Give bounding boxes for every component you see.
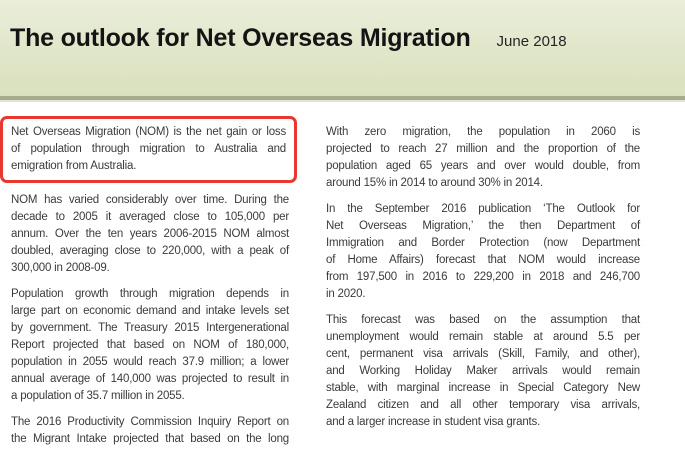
document-body bbox=[0, 102, 685, 457]
text-line: doubled, averaging close to 220,000, with a peak of bbox=[11, 245, 289, 257]
text-line: population in 2055 would reach 37.9 million; a lower bbox=[11, 356, 289, 368]
document-title: The outlook for Net Overseas Migration bbox=[10, 24, 471, 52]
text-line: decade to 2005 it averaged close to 105,000 per bbox=[11, 211, 289, 223]
text-line: With zero migration, the population in 2060 is bbox=[326, 126, 640, 138]
paragraph bbox=[11, 414, 289, 448]
text-line: Immigration and Border Protection (now Department bbox=[326, 237, 640, 249]
text-line: of population through migration to Australia and bbox=[11, 143, 286, 155]
text-line: Report projected that based on NOM of 180,000, bbox=[11, 339, 289, 351]
text-line: from 197,500 in 2016 to 229,200 in 2018 and 246,700 bbox=[326, 271, 640, 283]
text-line: unemployment would remain stable at around 5.5 per bbox=[326, 331, 640, 343]
text-line: emigration from Australia. bbox=[11, 160, 137, 172]
text-line: stable, with marginal increase in Special Category New bbox=[326, 382, 640, 394]
document-header bbox=[0, 0, 685, 96]
paragraph bbox=[326, 201, 640, 303]
text-line: NOM has varied considerably over time. During the bbox=[11, 194, 289, 206]
text-line: Net Overseas Migration,’ the then Department of bbox=[326, 220, 640, 232]
text-line: by government. The Treasury 2015 Intergenerational bbox=[11, 322, 289, 334]
text-line: and Working Holiday Maker arrivals would remain bbox=[326, 365, 640, 377]
right-column bbox=[326, 116, 640, 457]
document-date: June 2018 bbox=[496, 33, 567, 50]
text-line: annum. Over the ten years 2006-2015 NOM almost bbox=[11, 228, 289, 240]
text-line: cent, permanent visa arrivals (Skill, Family, and other), bbox=[326, 348, 640, 360]
text-line: in 2020. bbox=[326, 288, 366, 300]
paragraph bbox=[326, 124, 640, 192]
highlighted-paragraph bbox=[0, 116, 297, 183]
text-line: projected to reach 27 million and the proportion of the bbox=[326, 143, 640, 155]
left-column bbox=[11, 116, 289, 457]
text-line: population aged 65 years and over would double, from bbox=[326, 160, 640, 172]
text-line: Population growth through migration depends in bbox=[11, 288, 289, 300]
paragraph bbox=[11, 286, 289, 405]
text-line: The 2016 Productivity Commission Inquiry Report on bbox=[11, 416, 289, 428]
paragraph bbox=[326, 312, 640, 431]
text-line: a population of 35.7 million in 2055. bbox=[11, 390, 185, 402]
text-line: and a larger increase in student visa grants. bbox=[326, 416, 541, 428]
text-line: Zealand citizen and all other temporary visa arrivals, bbox=[326, 399, 640, 411]
paragraph bbox=[11, 192, 289, 277]
text-line: This forecast was based on the assumption that bbox=[326, 314, 640, 326]
text-line: large part on economic demand and intake levels set bbox=[11, 305, 289, 317]
text-line: around 15% in 2014 to around 30% in 2014. bbox=[326, 177, 543, 189]
text-line: of Home Affairs) forecast that NOM would increase bbox=[326, 254, 640, 266]
text-line: the Migrant Intake projected that based on the long bbox=[11, 433, 289, 445]
text-line: annual average of 140,000 was projected to result in bbox=[11, 373, 289, 385]
text-line: In the September 2016 publication ‘The Outlook for bbox=[326, 203, 640, 215]
text-line: 300,000 in 2008-09. bbox=[11, 262, 110, 274]
text-line: Net Overseas Migration (NOM) is the net gain or loss bbox=[11, 126, 286, 138]
